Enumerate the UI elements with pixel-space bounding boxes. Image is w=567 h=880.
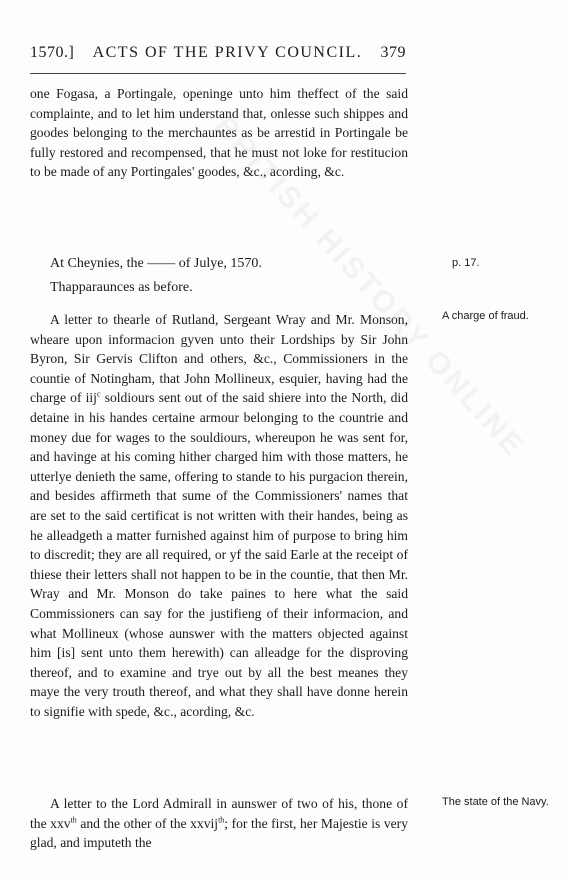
marginal-note-state-of-navy: The state of the Navy.: [442, 796, 549, 808]
paragraph-letter-admirall: [30, 794, 408, 853]
header-year: 1570.]: [30, 44, 75, 61]
paragraph-letter-rutland: [30, 310, 408, 721]
running-head: [30, 44, 406, 62]
paragraph-2-text: A letter to thearle of Rutland, Sergeant Wray and Mr. Monson, wheare upon informacion gyven unto their Lordships by Sir John Byron, Sir Gervis Clifton and others, &c., Commissioners in the countie of Notingham, that John Mollineux, esquier, having had the charge of iij$^c$ soldiours sent out of the said shiere into the North, did detaine in his handes certaine armour belonging to the countrie and money due for wages to the souldiours, whereupon he was sent for, and havinge at his coming hither charged him with those matters, he utterlye denieth the same, offering to stande to his purgacion therein, and besides affirmeth that sume of the Commissioners' names that are set to the said certificat is not written with their handes, being as he alleadgeth a matter furnished against him of purpose to bring him to discredit; they are all required, or yf the said Earle at the receipt of thiese their letters shall not happen to be in the countie, that then Mr. Wray and Mr. Monson do take paines to here what the said Commissioners can say for the justifieng of their informacion, and what Mollineux (whose aunswer with the matters objected against him [is] sent unto them herewith) can alleadge for the disproving thereof, and to examine and trye out by all the best meanes they maye the very trouth thereof, and what they shall have donne herein to signifie with spede, &c., acording, &c.: [30, 312, 408, 719]
page-reference: p. 17.: [452, 257, 480, 269]
attendance-note: Thapparaunces as before.: [50, 280, 193, 295]
paragraph-continuation: [30, 84, 408, 182]
paragraph-3-text: A letter to the Lord Admirall in aunswer of two of his, thone of the xxv$^{th}$ and the other of the xxvij$^{th}$; for the first, her Majestie is very glad, and imputeth the: [30, 796, 408, 851]
page-number: 379: [380, 44, 406, 61]
meeting-heading: At Cheynies, the —— of Julye, 1570.: [50, 256, 262, 271]
marginal-note-charge-of-fraud: A charge of fraud.: [442, 310, 529, 322]
header-rule: [30, 73, 406, 74]
paragraph-1-text: one Fogasa, a Portingale, openinge unto him theffect of the said complainte, and to let him understand that, onlesse such shippes and goodes belonging to the merchauntes as be arrestid in Portingale be fully restored and recompensed, that he must not loke for restitucion to be made of any Portingales' goodes, &c., acording, &c.: [30, 86, 408, 180]
header-title: ACTS OF THE PRIVY COUNCIL.: [92, 44, 363, 61]
